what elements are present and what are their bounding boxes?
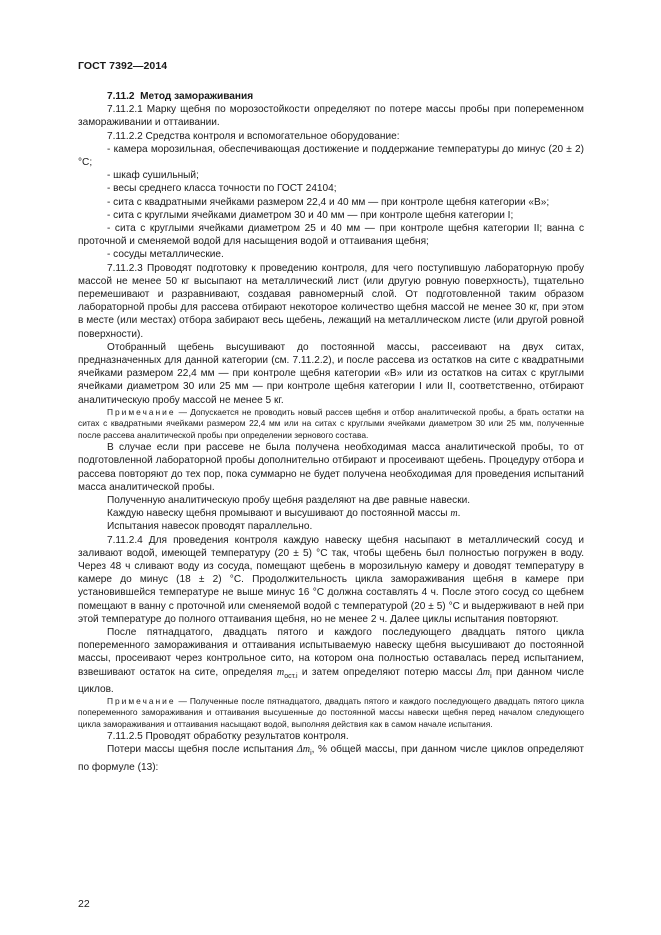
paragraph-mass-loss: Потери массы щебня после испытания $\Delta m_i$, % общей массы, при данном числе циклов определяют по формуле (13): [78,744,585,773]
equipment-item: - сита с круглыми ячейками диаметром 25 и 40 мм — при контроле щебня категории II; ванна с проточной и сменяемой водой для насыщения водой и оттаивания щебня; [78,223,584,248]
symbol-m: m [450,508,458,520]
note-label: Примечание [107,406,176,417]
section-title: Метод замораживания [140,91,254,102]
symbol-m-residue: m [276,666,285,678]
equipment-item: - весы среднего класса точности по ГОСТ 24104; [107,183,337,195]
symbol-delta-m: Δm [476,666,491,678]
note-2 [78,696,584,730]
symbol-delta-m: Δm [296,744,311,756]
paragraph-7-11-2-1: 7.11.2.1 Марку щебня по морозостойкости определяют по потере массы пробы при попеременном замораживании и оттаивании. [78,104,584,129]
equipment-item: - камера морозильная, обеспечивающая достижение и поддержание температуры до минус (20 ± 2) °С; [78,143,584,169]
document-header: ГОСТ 7392—2014 [78,60,168,72]
note-text: — Полученные после пятнадцатого, двадцать пятого и каждого последующего двадцать пятого цикла попеременного замораживания и оттаивания высушенные до постоянной массы навески щебня перед началом следующего цикла замораживания и оттаивания насыщают водой, выполняя действия как в самом начале испытания. [78,695,584,729]
section-number: 7.11.2 [107,91,135,102]
subscript-i: i [310,750,312,758]
equipment-item: - шкаф сушильный; [107,170,199,182]
document-body [78,90,584,774]
subscript-i: i [490,672,492,680]
note-text: — Допускается не проводить новый рассев щебня и отбор аналитической пробы, а брать остатки на ситах с квадратными ячейками размером 22,4 мм или на ситах с круглыми ячейками диаметром 30 или 25 мм, полученные после рассева аналитической пробы при определении зернового состава. [78,406,584,440]
note-1 [78,407,584,441]
paragraph-insufficient-mass: В случае если при рассеве не была получена необходимая масса аналитической пробы, то от подготовленной лабораторной пробы дополнительно отбирают и просеивают щебень. Процедуру отбора и рассева повторяют до тех пор, пока суммарно не будет получена необходимая для проведения испытаний масса аналитической пробы. [78,442,584,493]
paragraph-wash-dry: Каждую навеску щебня промывают и высушивают до постоянной массы m. [107,508,461,520]
paragraph-7-11-2-5: 7.11.2.5 Проводят обработку результатов контроля. [107,731,349,743]
note-label: Примечание [107,695,176,706]
page-number: 22 [78,898,90,910]
paragraph-7-11-2-2: 7.11.2.2 Средства контроля и вспомогательное оборудование: [107,130,400,142]
paragraph-split-sample: Полученную аналитическую пробу щебня разделяют на две равные навески. [107,494,471,506]
equipment-item: - сита с квадратными ячейками размером 22,4 и 40 мм — при контроле щебня категории «В»; [107,196,550,208]
paragraph-parallel-tests: Испытания навесок проводят параллельно. [107,521,313,533]
section-heading [78,90,584,103]
subscript-residue: ост.i [284,672,298,680]
equipment-item: - сита с круглыми ячейками диаметром 30 и 40 мм — при контроле щебня категории I; [107,209,514,221]
paragraph-sieving: Отобранный щебень высушивают до постоянной массы, рассеивают на двух ситах, предназначенных для данной категории (см. 7.11.2.2), и после рассева из остатков на сите с квадратными ячейками размером 22,4 мм — при контроле щебня категории «В» или из остатков на ситах с круглыми ячейками диаметром 30 или 25 мм — при контроле щебня категории I или II, соответственно, отбирают аналитическую пробу массой не менее 5 кг. [78,341,584,406]
paragraph-7-11-2-4: 7.11.2.4 Для проведения контроля каждую навеску щебня насыпают в металлический сосуд и заливают водой, имеющей температуру (20 ± 5) °С так, чтобы щебень был полностью погружен в воду. Через 48 ч сливают воду из сосуда, помещают щебень в морозильную камеру и доводят температуру в камере до минус (18 ± 2) °С. Продолжительность цикла замораживания щебня в камере при установившейся температуре не выше минус 16 °С должна составлять 4 ч. После этого сосуд со щебнем помещают в ванну с проточной или сменяемой водой с температурой (20 ± 5) °С и выдерживают в ней при этой температуре до полного оттаивания щебня, но не менее 2 ч. Далее циклы испытания повторяют. [78,534,584,625]
equipment-item: - сосуды металлические. [107,249,224,261]
paragraph-7-11-2-3: 7.11.2.3 Проводят подготовку к проведению контроля, для чего поступившую лабораторную пробу массой не менее 50 кг высыпают на металлический лист (или другую ровную поверхность), тщательно перемешивают и разравнивают, создавая равномерный слой. От подготовленной таким образом лабораторной пробы для рассева отбирают некоторое количество щебня массой не менее 30 кг, при этом в месте (или местах) отбора забирают весь щебень, лежащий на металлическом листе (или другой ровной поверхности). [78,262,584,340]
paragraph-cycles: После пятнадцатого, двадцать пятого и каждого последующего двадцать пятого цикла попеременного замораживания и оттаивания испытываемую навеску щебня высушивают до постоянной массы, просеивают через контрольное сито, на котором она полностью оставалась перед испытанием, взвешивают остаток на сите, определяя $m_{ост.i}$ и затем определяют потерю массы $\Delta m_i$ при данном числе циклов. [78,626,584,695]
